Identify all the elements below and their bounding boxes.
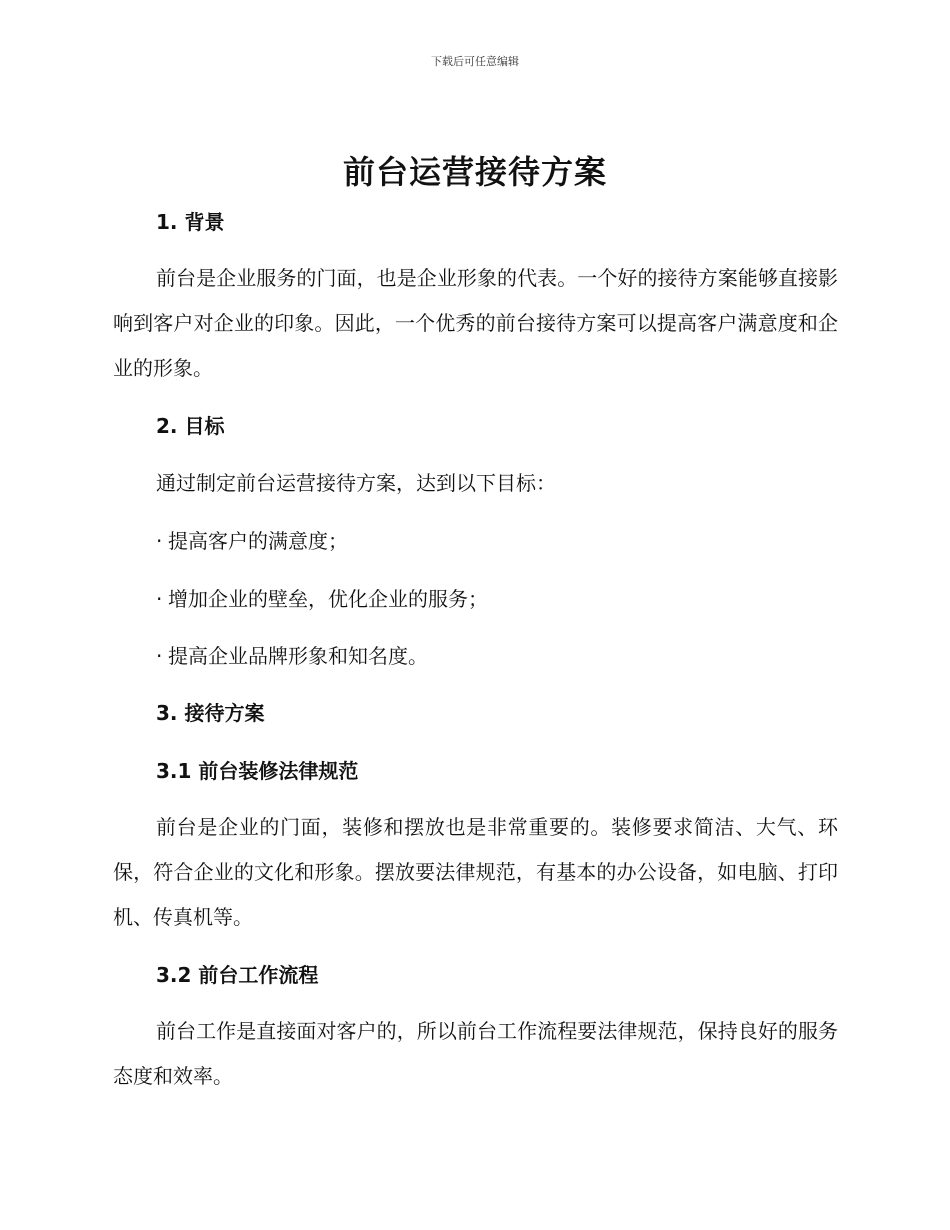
- list-item-text: 提高企业品牌形象和知名度。: [168, 644, 428, 668]
- list-item-text: 增加企业的壁垒，优化企业的服务；: [168, 587, 488, 611]
- list-item: [156, 642, 428, 670]
- paragraph-decoration: 前台是企业的门面，装修和摆放也是非常重要的。装修要求简洁、大气、环保，符合企业的文化和形象。摆放要法律规范，有基本的办公设备，如电脑、打印机、传真机等。: [113, 815, 838, 929]
- bullet-dot: ·: [156, 529, 163, 553]
- section-heading-goals: 2. 目标: [156, 414, 225, 438]
- bullet-dot: ·: [156, 644, 163, 668]
- paragraph-background: 前台是企业服务的门面，也是企业形象的代表。一个好的接待方案能够直接影响到客户对企业的印象。因此，一个优秀的前台接待方案可以提高客户满意度和企业的形象。: [113, 266, 838, 380]
- list-item: [156, 527, 348, 555]
- document-title: 前台运营接待方案: [342, 153, 607, 191]
- list-item-text: 提高客户的满意度；: [168, 529, 348, 553]
- bullet-dot: ·: [156, 587, 163, 611]
- subsection-heading-workflow: 3.2 前台工作流程: [156, 963, 319, 987]
- section-heading-background: 1. 背景: [156, 210, 225, 234]
- page-header: 下载后可任意编辑: [431, 55, 519, 68]
- list-item: [156, 585, 488, 613]
- paragraph-goals-intro: 通过制定前台运营接待方案，达到以下目标：: [156, 471, 556, 495]
- section-heading-plan: 3. 接待方案: [156, 701, 265, 725]
- subsection-heading-decoration: 3.1 前台装修法律规范: [156, 759, 359, 783]
- paragraph-workflow: 前台工作是直接面对客户的，所以前台工作流程要法律规范，保持良好的服务态度和效率。: [113, 1019, 838, 1088]
